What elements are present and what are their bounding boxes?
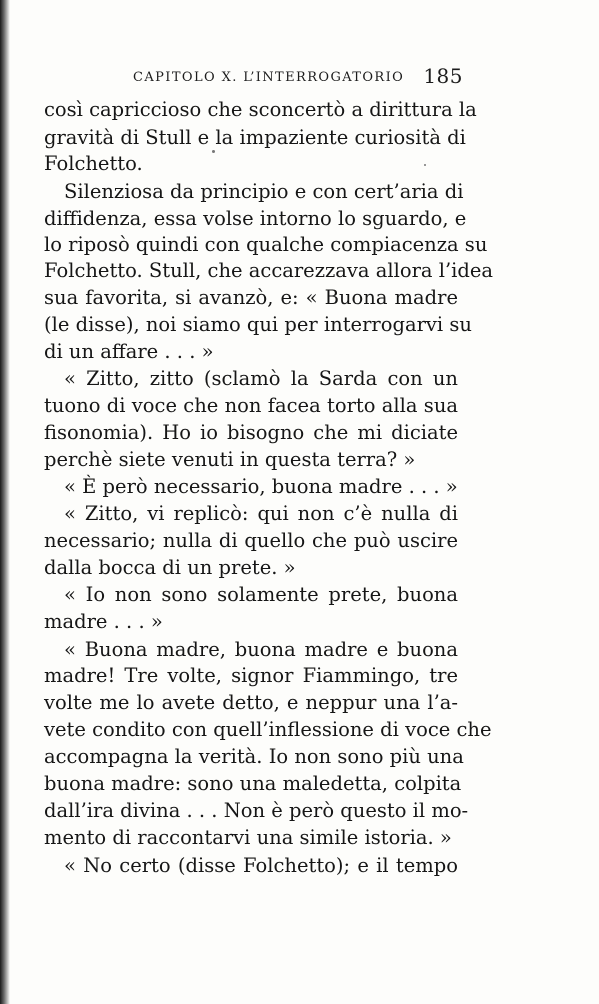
text-line: vete condito con quell’inflessione di voce che: [44, 718, 492, 741]
text-line: Silenziosa da principio e con cert’aria di: [64, 180, 464, 203]
ink-speck: [424, 164, 426, 166]
text-line: « Io non sono solamente prete, buona: [64, 583, 458, 606]
text-line: « No certo (disse Folchetto); e il tempo: [64, 854, 458, 877]
ink-speck: [212, 150, 215, 153]
text-line: madre! Tre volte, signor Fiammingo, tre: [44, 664, 458, 687]
text-line: (le disse), noi siamo qui per interrogarvi su: [44, 313, 472, 336]
text-line: dalla bocca di un prete. »: [44, 556, 296, 579]
text-line: accompagna la verità. Io non sono più una: [44, 745, 464, 768]
text-line: sua favorita, si avanzò, e: « Buona madre: [44, 286, 458, 309]
text-line: dall’ira divina . . . Non è però questo il mo-: [44, 799, 469, 822]
text-line: mento di raccontarvi una simile istoria. »: [44, 826, 452, 849]
text-line: madre . . . »: [44, 610, 163, 633]
text-line: così capriccioso che sconcertò a dirittura la: [44, 98, 477, 121]
text-line: Folchetto. Stull, che accarezzava allora l’idea: [44, 259, 494, 282]
text-line: gravità di Stull e la impaziente curiosità di: [44, 126, 466, 149]
text-line: di un affare . . . »: [44, 340, 214, 363]
text-line: necessario; nulla di quello che può uscire: [44, 529, 458, 552]
text-line: buona madre: sono una maledetta, colpita: [44, 772, 462, 795]
text-line: « Zitto, zitto (sclamò la Sarda con un: [64, 367, 458, 390]
text-line: lo riposò quindi con qualche compiacenza su: [44, 233, 488, 256]
text-line: perchè siete venuti in questa terra? »: [44, 448, 416, 471]
text-line: tuono di voce che non facea torto alla sua: [44, 394, 458, 417]
running-head: CAPITOLO X. L’INTERROGATORIO: [133, 70, 405, 85]
text-line: Folchetto.: [44, 152, 143, 175]
text-line: fisonomia). Ho io bisogno che mi diciate: [44, 421, 458, 444]
text-line: « Zitto, vi replicò: qui non c’è nulla di: [64, 502, 458, 525]
text-line: « È però necessario, buona madre . . . »: [64, 475, 458, 498]
text-line: « Buona madre, buona madre e buona: [64, 638, 458, 661]
page-number: 185: [423, 64, 463, 88]
text-line: volte me lo avete detto, e neppur una l’a-: [44, 691, 458, 714]
text-line: diffidenza, essa volse intorno lo sguardo, e: [44, 207, 467, 230]
